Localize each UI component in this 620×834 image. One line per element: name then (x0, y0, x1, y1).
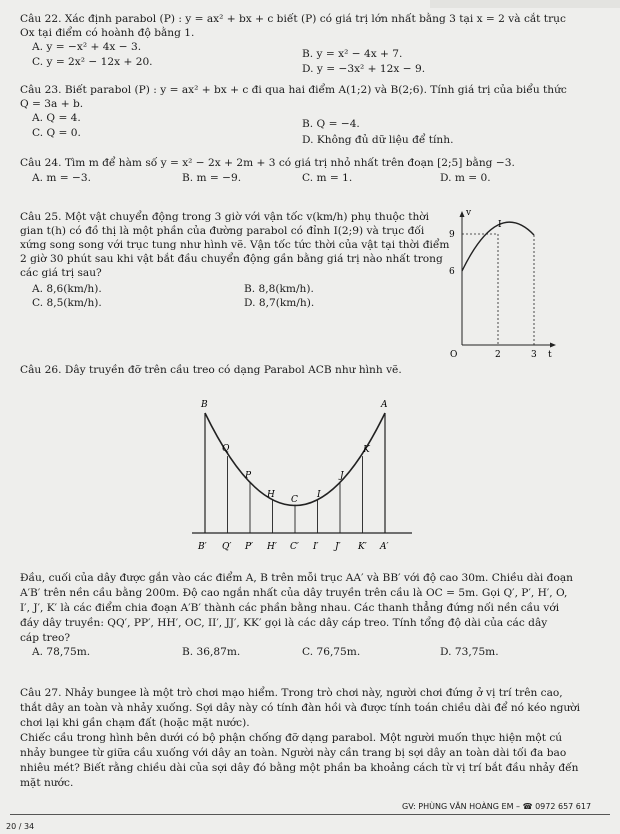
q25-text-2: gian t(h) có đồ thị là một phần của đường parabol có đỉnh I(2;9) và trục đối (20, 225, 425, 237)
q26-text-2: A′B′ trên nền cầu bằng 200m. Độ cao ngắn nhất của dây truyền trên cầu là OC = 5m. Gọi Q′, P′, H′, O, (20, 587, 568, 599)
velocity-graph (440, 205, 560, 360)
q24-option-b: B. m = −9. (182, 172, 242, 184)
label-q-prime: Q′ (222, 542, 232, 552)
q27-text-3: chơi lại khi gần chạm đất (hoặc mặt nước). (20, 717, 250, 729)
y-tick-9: 9 (449, 230, 455, 240)
label-h-prime: H′ (267, 542, 277, 552)
y-tick-6: 6 (449, 267, 455, 277)
label-p: P (245, 471, 252, 481)
label-j: J (340, 471, 344, 481)
q26-text-1: Đầu, cuối của dây được gắn vào các điểm A, B trên mỗi trục AA′ và BB′ với độ cao 30m. Chiều dài đoạn (20, 572, 573, 584)
q25-text-1: Câu 25. Một vật chuyển động trong 3 giờ với vận tốc v(km/h) phụ thuộc thời (20, 211, 430, 223)
q22-stem-cont: Ox tại điểm có hoành độ bằng 1. (20, 27, 195, 39)
footer-rule (10, 814, 610, 815)
q25-option-c: C. 8,5(km/h). (32, 297, 102, 309)
q27-text-1: Câu 27. Nhảy bungee là một trò chơi mạo hiểm. Trong trò chơi này, người chơi đứng ở vị trí trên cao, (20, 687, 563, 699)
q27-text-6: nhiêu mét? Biết rằng chiều dài của sợi dây đó bằng một phần ba khoảng cách từ vị trí bắt đầu nhảy đến (20, 762, 579, 774)
header-strip (430, 0, 620, 8)
y-axis-label: v (466, 208, 472, 218)
q26-text-4: đáy dây truyền: QQ′, PP′, HH′, OC, II′, JJ′, KK′ gọi là các dây cáp treo. Tính tổng độ dài của các dây (20, 617, 548, 629)
q22-stem: Câu 22. Xác định parabol (P) : y = ax² + bx + c biết (P) có giá trị lớn nhất bằng 3 tại x = 2 và cắt trục (20, 13, 566, 25)
x-tick-2: 2 (495, 350, 501, 360)
label-p-prime: P′ (245, 542, 254, 552)
label-h: H (267, 490, 275, 500)
q24-option-d: D. m = 0. (440, 172, 491, 184)
label-a: A (381, 400, 388, 410)
q27-text-4: Chiếc cầu trong hình bên dưới có bộ phận chống đỡ dạng parabol. Một người muốn thực hiện một cú (20, 732, 563, 744)
q27-text-2: thắt dây an toàn và nhảy xuống. Sợi dây này có tính đàn hồi và được tính toán chiều dài để nó kéo người (20, 702, 581, 714)
q26-option-d: D. 73,75m. (440, 646, 499, 658)
q25-option-d: D. 8,7(km/h). (244, 297, 315, 309)
q26-option-a: A. 78,75m. (32, 646, 91, 658)
label-b-prime: B′ (198, 542, 207, 552)
q25-option-a: A. 8,6(km/h). (32, 283, 102, 295)
q25-text-4: 2 giờ 30 phút sau khi vật bắt đầu chuyển động gần bằng giá trị nào nhất trong (20, 253, 443, 265)
x-axis-arrow (550, 343, 556, 348)
q24-option-a: A. m = −3. (32, 172, 92, 184)
q25-text-3: xứng song song với trục tung như hình vẽ. Vận tốc tức thời của vật tại thời điểm (20, 239, 450, 251)
q26-text-5: cáp treo? (20, 632, 71, 644)
label-k-prime: K′ (358, 542, 367, 552)
label-j-prime: J′ (335, 542, 341, 552)
label-c-prime: C′ (290, 542, 299, 552)
footer-page-number: 20 / 34 (6, 822, 35, 831)
label-c: C (291, 495, 298, 505)
q27-text-5: nhảy bungee từ giữa cầu xuống với dây an toàn. Người này cần trang bị sợi dây an toàn dài tối đa bao (20, 747, 567, 759)
q22-option-b: B. y = x² − 4x + 7. (302, 48, 403, 60)
q23-option-b: B. Q = −4. (302, 118, 360, 130)
q27-text-7: mặt nước. (20, 777, 74, 789)
y-axis-arrow (460, 211, 465, 217)
q22-option-a: A. y = −x² + 4x − 3. (32, 41, 142, 53)
q24-stem: Câu 24. Tìm m để hàm số y = x² − 2x + 2m + 3 có giá trị nhỏ nhất trên đoạn [2;5] bằng −3. (20, 157, 515, 169)
label-i: I (317, 490, 321, 500)
q23-option-a: A. Q = 4. (32, 112, 81, 124)
q26-title: Câu 26. Dây truyền đỡ trên cầu treo có dạng Parabol ACB như hình vẽ. (20, 364, 402, 376)
q23-stem-cont: Q = 3a + b. (20, 98, 84, 110)
label-q: Q (222, 444, 230, 454)
label-b: B (201, 400, 208, 410)
footer-teacher: GV: PHÙNG VĂN HOÀNG EM – ☎ 0972 657 617 (402, 802, 592, 811)
q23-option-c: C. Q = 0. (32, 127, 81, 139)
label-k: K (363, 445, 370, 455)
x-axis-label: t (548, 350, 552, 360)
q22-option-d: D. y = −3x² + 12x − 9. (302, 63, 426, 75)
vertex-label: I (498, 220, 502, 230)
q23-stem: Câu 23. Biết parabol (P) : y = ax² + bx + c đi qua hai điểm A(1;2) và B(2;6). Tính giá trị của biểu thức (20, 84, 567, 96)
q25-text-5: các giá trị sau? (20, 267, 102, 279)
q25-option-b: B. 8,8(km/h). (244, 283, 314, 295)
q26-option-c: C. 76,75m. (302, 646, 361, 658)
bridge-cable-figure (190, 398, 425, 558)
q26-text-3: I′, J′, K′ là các điểm chia đoạn A′B′ thành các phần bằng nhau. Các thanh thẳng đứng nối nền cầu với (20, 602, 560, 614)
label-a-prime: A′ (380, 542, 389, 552)
q23-option-d: D. Không đủ dữ liệu để tính. (302, 134, 454, 146)
origin-label: O (450, 350, 458, 360)
q22-option-c: C. y = 2x² − 12x + 20. (32, 56, 153, 68)
cable-parabola (205, 413, 385, 506)
q26-option-b: B. 36,87m. (182, 646, 241, 658)
x-tick-3: 3 (531, 350, 537, 360)
q24-option-c: C. m = 1. (302, 172, 353, 184)
label-i-prime: I′ (313, 542, 319, 552)
